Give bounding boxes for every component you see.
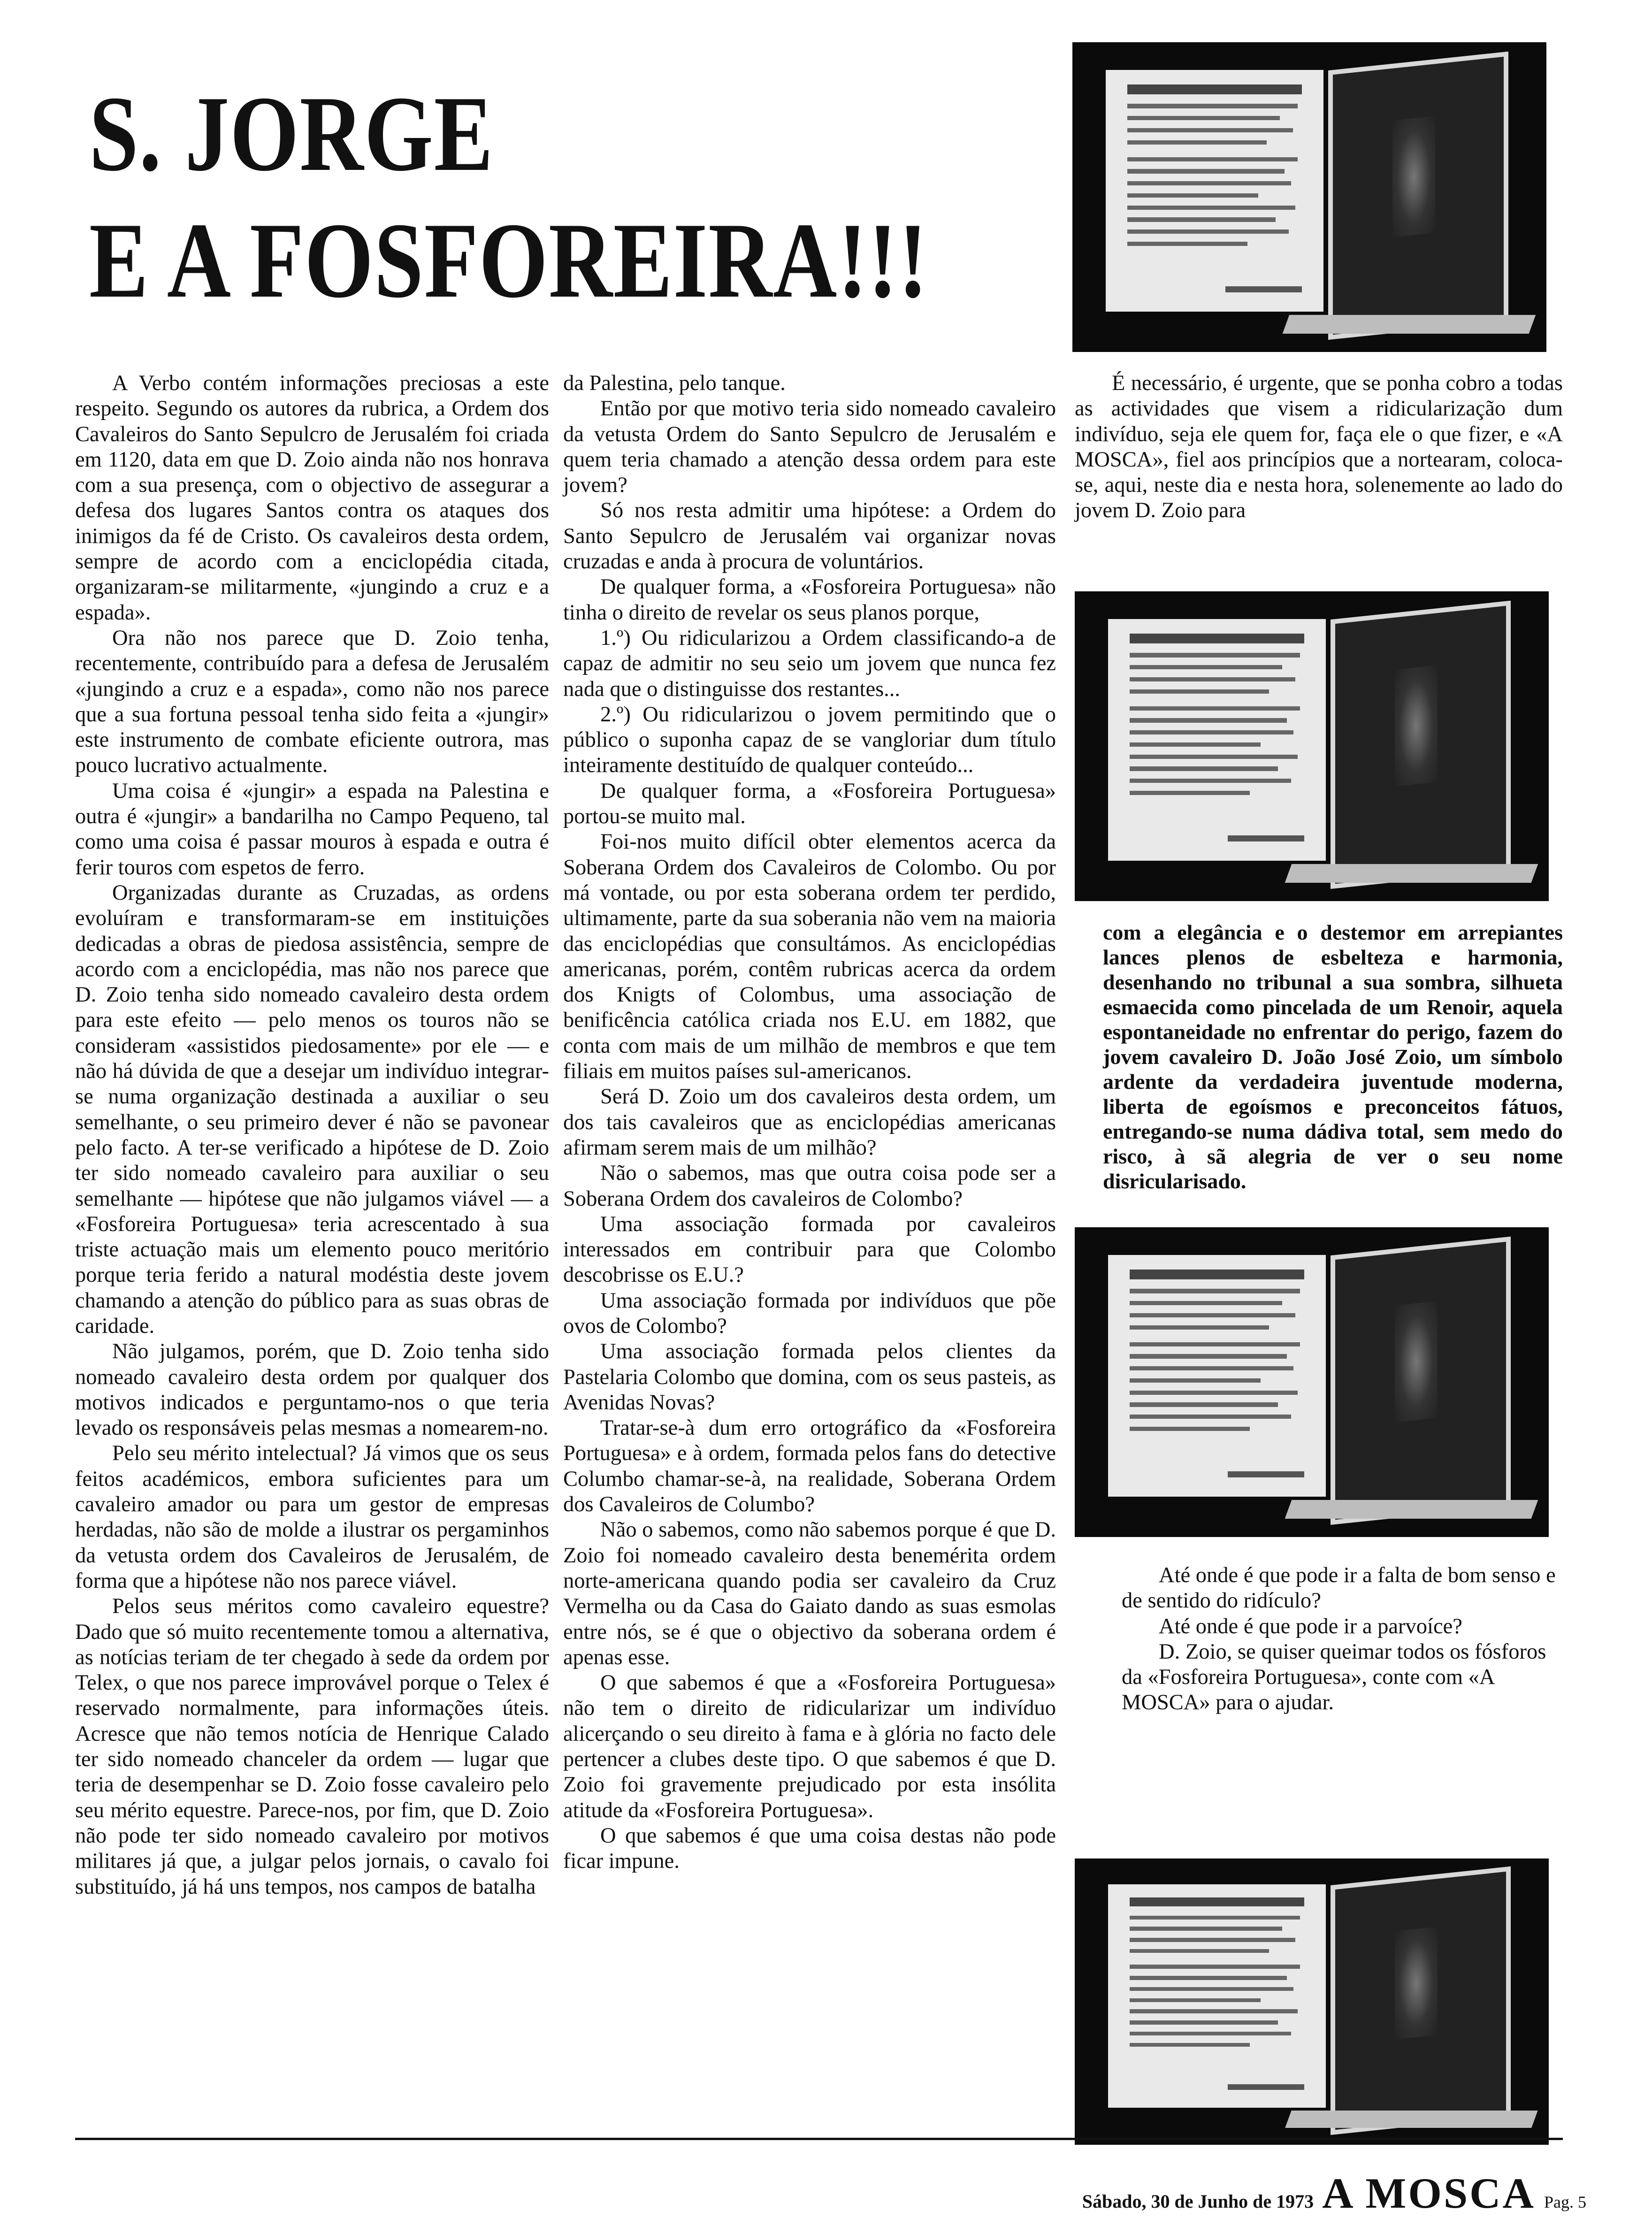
- photo-certificate-4: [1075, 1859, 1549, 2145]
- paragraph: Uma coisa é «jungir» a espada na Palestina e outra é «jungir» a bandarilha no Campo Pequeno, tal como uma coisa é passar mouros à espada e outra é ferir touros com espetos de ferro.: [75, 779, 549, 880]
- paragraph: Tratar-se-à dum erro ortográfico da «Fosforeira Portuguesa» e à ordem, formada pelos fans do detective Columbo chamar-se-à, na realidade, Soberana Ordem dos Cavaleiros de Columbo?: [563, 1416, 1056, 1517]
- headline-line-2: E A FOSFOREIRA!!!: [89, 200, 929, 320]
- paragraph: De qualquer forma, a «Fosforeira Portuguesa» portou-se muito mal.: [563, 779, 1056, 829]
- stand-base: [1282, 315, 1536, 334]
- photo-certificate-3: [1075, 1227, 1549, 1537]
- certificate-card: [1108, 1884, 1326, 2108]
- article-column-3-top: [1075, 371, 1563, 524]
- paragraph: 1.º) Ou ridicularizou a Ordem classificando-a de capaz de admitir no seu seio um jovem que nunca fez nada que o distinguisse dos restantes...: [563, 626, 1056, 701]
- certificate-card: [1108, 1255, 1326, 1497]
- headline-line-1: S. JORGE: [89, 74, 494, 193]
- certificate-card: [1106, 70, 1324, 312]
- photo-certificate-2: [1075, 591, 1549, 901]
- bold-quote: com a elegância e o destemor em arrepiantes lances plenos de esbelteza e harmonia, desenhando no tribunal a sua sombra, silhueta esmaecida como pincelada de um Renoir, aquela espontaneidade no enfrentar do perigo, fazem do jovem cavaleiro D. João José Zoio, um símbolo ardente da verdadeira juventude moderna, liberta de egoísmos e preconceitos fátuos, entregando-se numa dádiva total, sem medo do risco, à sã alegria de ver o seu nome disricularisado.: [1103, 920, 1563, 1193]
- paragraph: Uma associação formada por cavaleiros interessados em contribuir para que Colombo descobrisse os E.U.?: [563, 1212, 1056, 1287]
- article-column-1: [75, 371, 549, 1900]
- page-number: Pag. 5: [1544, 2193, 1586, 2211]
- stand-base: [1285, 864, 1538, 883]
- paragraph: Pelos seus méritos como cavaleiro equestre? Dado que só muito recentemente tomou a alternativa, as notícias teriam de ter chegado à sede da ordem por Telex, o que nos parece improvável porque o Telex é reservado normalmente, para informações úteis. Acresce que não temos notícia de Henrique Calado ter sido nomeado chanceler da ordem — lugar que teria de desempenhar se D. Zoio fosse cavaleiro pelo seu mérito equestre. Parece-nos, por fim, que D. Zoio não pode ter sido nomeado cavaleiro por motivos militares já que, a julgar pelos jornais, o cavalo foi substituído, já há uns tempos, nos campos de batalha: [75, 1594, 549, 1899]
- issue-date: Sábado, 30 de Junho de 1973: [1082, 2191, 1314, 2212]
- footer-rule: [75, 2138, 1563, 2140]
- portrait-frame: [1331, 600, 1511, 889]
- paragraph: Uma associação formada por indivíduos que põe ovos de Colombo?: [563, 1288, 1056, 1338]
- portrait-frame: [1331, 1236, 1511, 1525]
- paragraph: 2.º) Ou ridicularizou o jovem permitindo que o público o suponha capaz de se vangloriar dum título inteiramente destituído de qualquer conteúdo...: [563, 702, 1056, 778]
- article-column-3-bottom: [1122, 1563, 1563, 1716]
- paragraph: Até onde é que pode ir a parvoíce?: [1159, 1614, 1462, 1638]
- paragraph: Não o sabemos, como não sabemos porque é que D. Zoio foi nomeado cavaleiro desta benemérita ordem norte-americana quando podia ser cavaleiro da Cruz Vermelha ou da Casa do Gaiato dando as suas esmolas entre nós, se é que o objectivo da soberana ordem é apenas esse.: [563, 1518, 1056, 1669]
- certificate-card: [1108, 619, 1326, 861]
- paragraph: É necessário, é urgente, que se ponha cobro a todas as actividades que visem a ridicularização dum indivíduo, seja ele quem for, faça ele o que fizer, e «A MOSCA», fiel aos princípios que a nortearam, coloca-se, aqui, neste dia e nesta hora, solenemente ao lado do jovem D. Zoio para: [1075, 371, 1563, 523]
- stand-base: [1285, 1500, 1538, 1519]
- photo-certificate-1: [1072, 42, 1546, 352]
- paragraph-continuation: da Palestina, pelo tanque.: [563, 371, 786, 395]
- bold-quote-block: [1103, 920, 1563, 1193]
- paragraph: Foi-nos muito difícil obter elementos acerca da Soberana Ordem dos Cavaleiros de Colombo. Ou por má vontade, ou por esta soberana ordem ter perdido, ultimamente, parte da sua soberania não vem na maioria das enciclopédias que consultámos. As enciclopédias americanas, porém, contêm rubricas acerca da ordem dos Knigts of Colombus, uma associação de benificência católica criada nos E.U. em 1882, que conta com mais de um milhão de membros e que tem filiais em muitos países sul-americanos.: [563, 830, 1056, 1084]
- paragraph: Até onde é que pode ir a falta de bom senso e de sentido do ridículo?: [1122, 1563, 1556, 1613]
- masthead-logo: A MOSCA: [1322, 2169, 1536, 2217]
- paragraph: Ora não nos parece que D. Zoio tenha, recentemente, contribuído para a defesa de Jerusalém «jungindo a cruz e a espada», como não nos parece que a sua fortuna pessoal tenha sido feita a «jungir» este instrumento de combate eficiente outrora, mas pouco lucrativo actualmente.: [75, 626, 549, 778]
- paragraph: De qualquer forma, a «Fosforeira Portuguesa» não tinha o direito de revelar os seus planos porque,: [563, 575, 1056, 625]
- paragraph: A Verbo contém informações preciosas a este respeito. Segundo os autores da rubrica, a Ordem dos Cavaleiros do Santo Sepulcro de Jerusalém foi criada em 1120, data em que D. Zoio ainda não nos honrava com a sua presença, com o objectivo de assegurar a defesa dos lugares Santos contra os ataques dos inimigos da fé de Cristo. Os cavaleiros desta ordem, sempre de acordo com a enciclopédia citada, organizaram-se militarmente, «jungindo a cruz e a espada».: [75, 371, 549, 625]
- page-footer: [1082, 2168, 1586, 2218]
- paragraph: O que sabemos é que uma coisa destas não pode ficar impune.: [563, 1823, 1056, 1874]
- paragraph: O que sabemos é que a «Fosforeira Portuguesa» não tem o direito de ridicularizar um indivíduo alicerçando o seu direito à fama e à glória no facto dele pertencer a clubes deste tipo. O que sabemos é que D. Zoio foi gravemente prejudicado por esta insólita atitude da «Fosforeira Portuguesa».: [563, 1671, 1056, 1822]
- portrait-frame: [1331, 1866, 1511, 2135]
- paragraph: Então por que motivo teria sido nomeado cavaleiro da vetusta Ordem do Santo Sepulcro de Jerusalém e quem teria chamado a atenção dessa ordem para este jovem?: [563, 397, 1056, 497]
- paragraph: Uma associação formada pelos clientes da Pastelaria Colombo que domina, com os seus pasteis, as Avenidas Novas?: [563, 1339, 1056, 1415]
- portrait-frame: [1328, 51, 1508, 340]
- paragraph: Pelo seu mérito intelectual? Já vimos que os seus feitos académicos, embora suficientes para um cavaleiro amador ou para um gestor de empresas herdadas, não são de molde a ilustrar os pergaminhos da vetusta ordem dos Cavaleiros de Jerusalém, de forma que a hipótese não nos parece viável.: [75, 1441, 549, 1593]
- headline: [89, 70, 929, 324]
- stand-base: [1285, 2111, 1538, 2128]
- paragraph: Só nos resta admitir uma hipótese: a Ordem do Santo Sepulcro de Jerusalém vai organizar novas cruzadas e anda à procura de voluntários.: [563, 498, 1056, 574]
- paragraph: Não o sabemos, mas que outra coisa pode ser a Soberana Ordem dos cavaleiros de Colombo?: [563, 1161, 1056, 1211]
- article-column-2: [563, 371, 1056, 1874]
- paragraph: Não julgamos, porém, que D. Zoio tenha sido nomeado cavaleiro desta ordem por qualquer dos motivos indicados e perguntamo-nos o que teria levado os responsáveis pelas mesmas a nomearem-no.: [75, 1339, 549, 1440]
- paragraph: Será D. Zoio um dos cavaleiros desta ordem, um dos tais cavaleiros que as enciclopédias americanas afirmam serem mais de um milhão?: [563, 1085, 1056, 1160]
- paragraph: Organizadas durante as Cruzadas, as ordens evoluíram e transformaram-se em instituições dedicadas a obras de piedosa assistência, sempre de acordo com a enciclopédia, mas não nos parece que D. Zoio tenha sido nomeado cavaleiro desta ordem para este efeito — pelo menos os touros não se consideram «assistidos piedosamente» por ele — e não há dúvida de que a desejar um indivíduo integrar-se numa organização destinada a auxiliar o seu semelhante, o seu primeiro dever é não se pavonear pelo facto. A ter-se verificado a hipótese de D. Zoio ter sido nomeado cavaleiro para auxiliar o seu semelhante — hipótese que não julgamos viável — a «Fosforeira Portuguesa» teria acrescentado à sua triste actuação mais um elemento pouco meritório porque teria ferido a natural modéstia deste jovem chamando a atenção do público para as suas obras de caridade.: [75, 880, 549, 1338]
- paragraph: D. Zoio, se quiser queimar todos os fósforos da «Fosforeira Portuguesa», conte com «A MOSCA» para o ajudar.: [1122, 1639, 1546, 1715]
